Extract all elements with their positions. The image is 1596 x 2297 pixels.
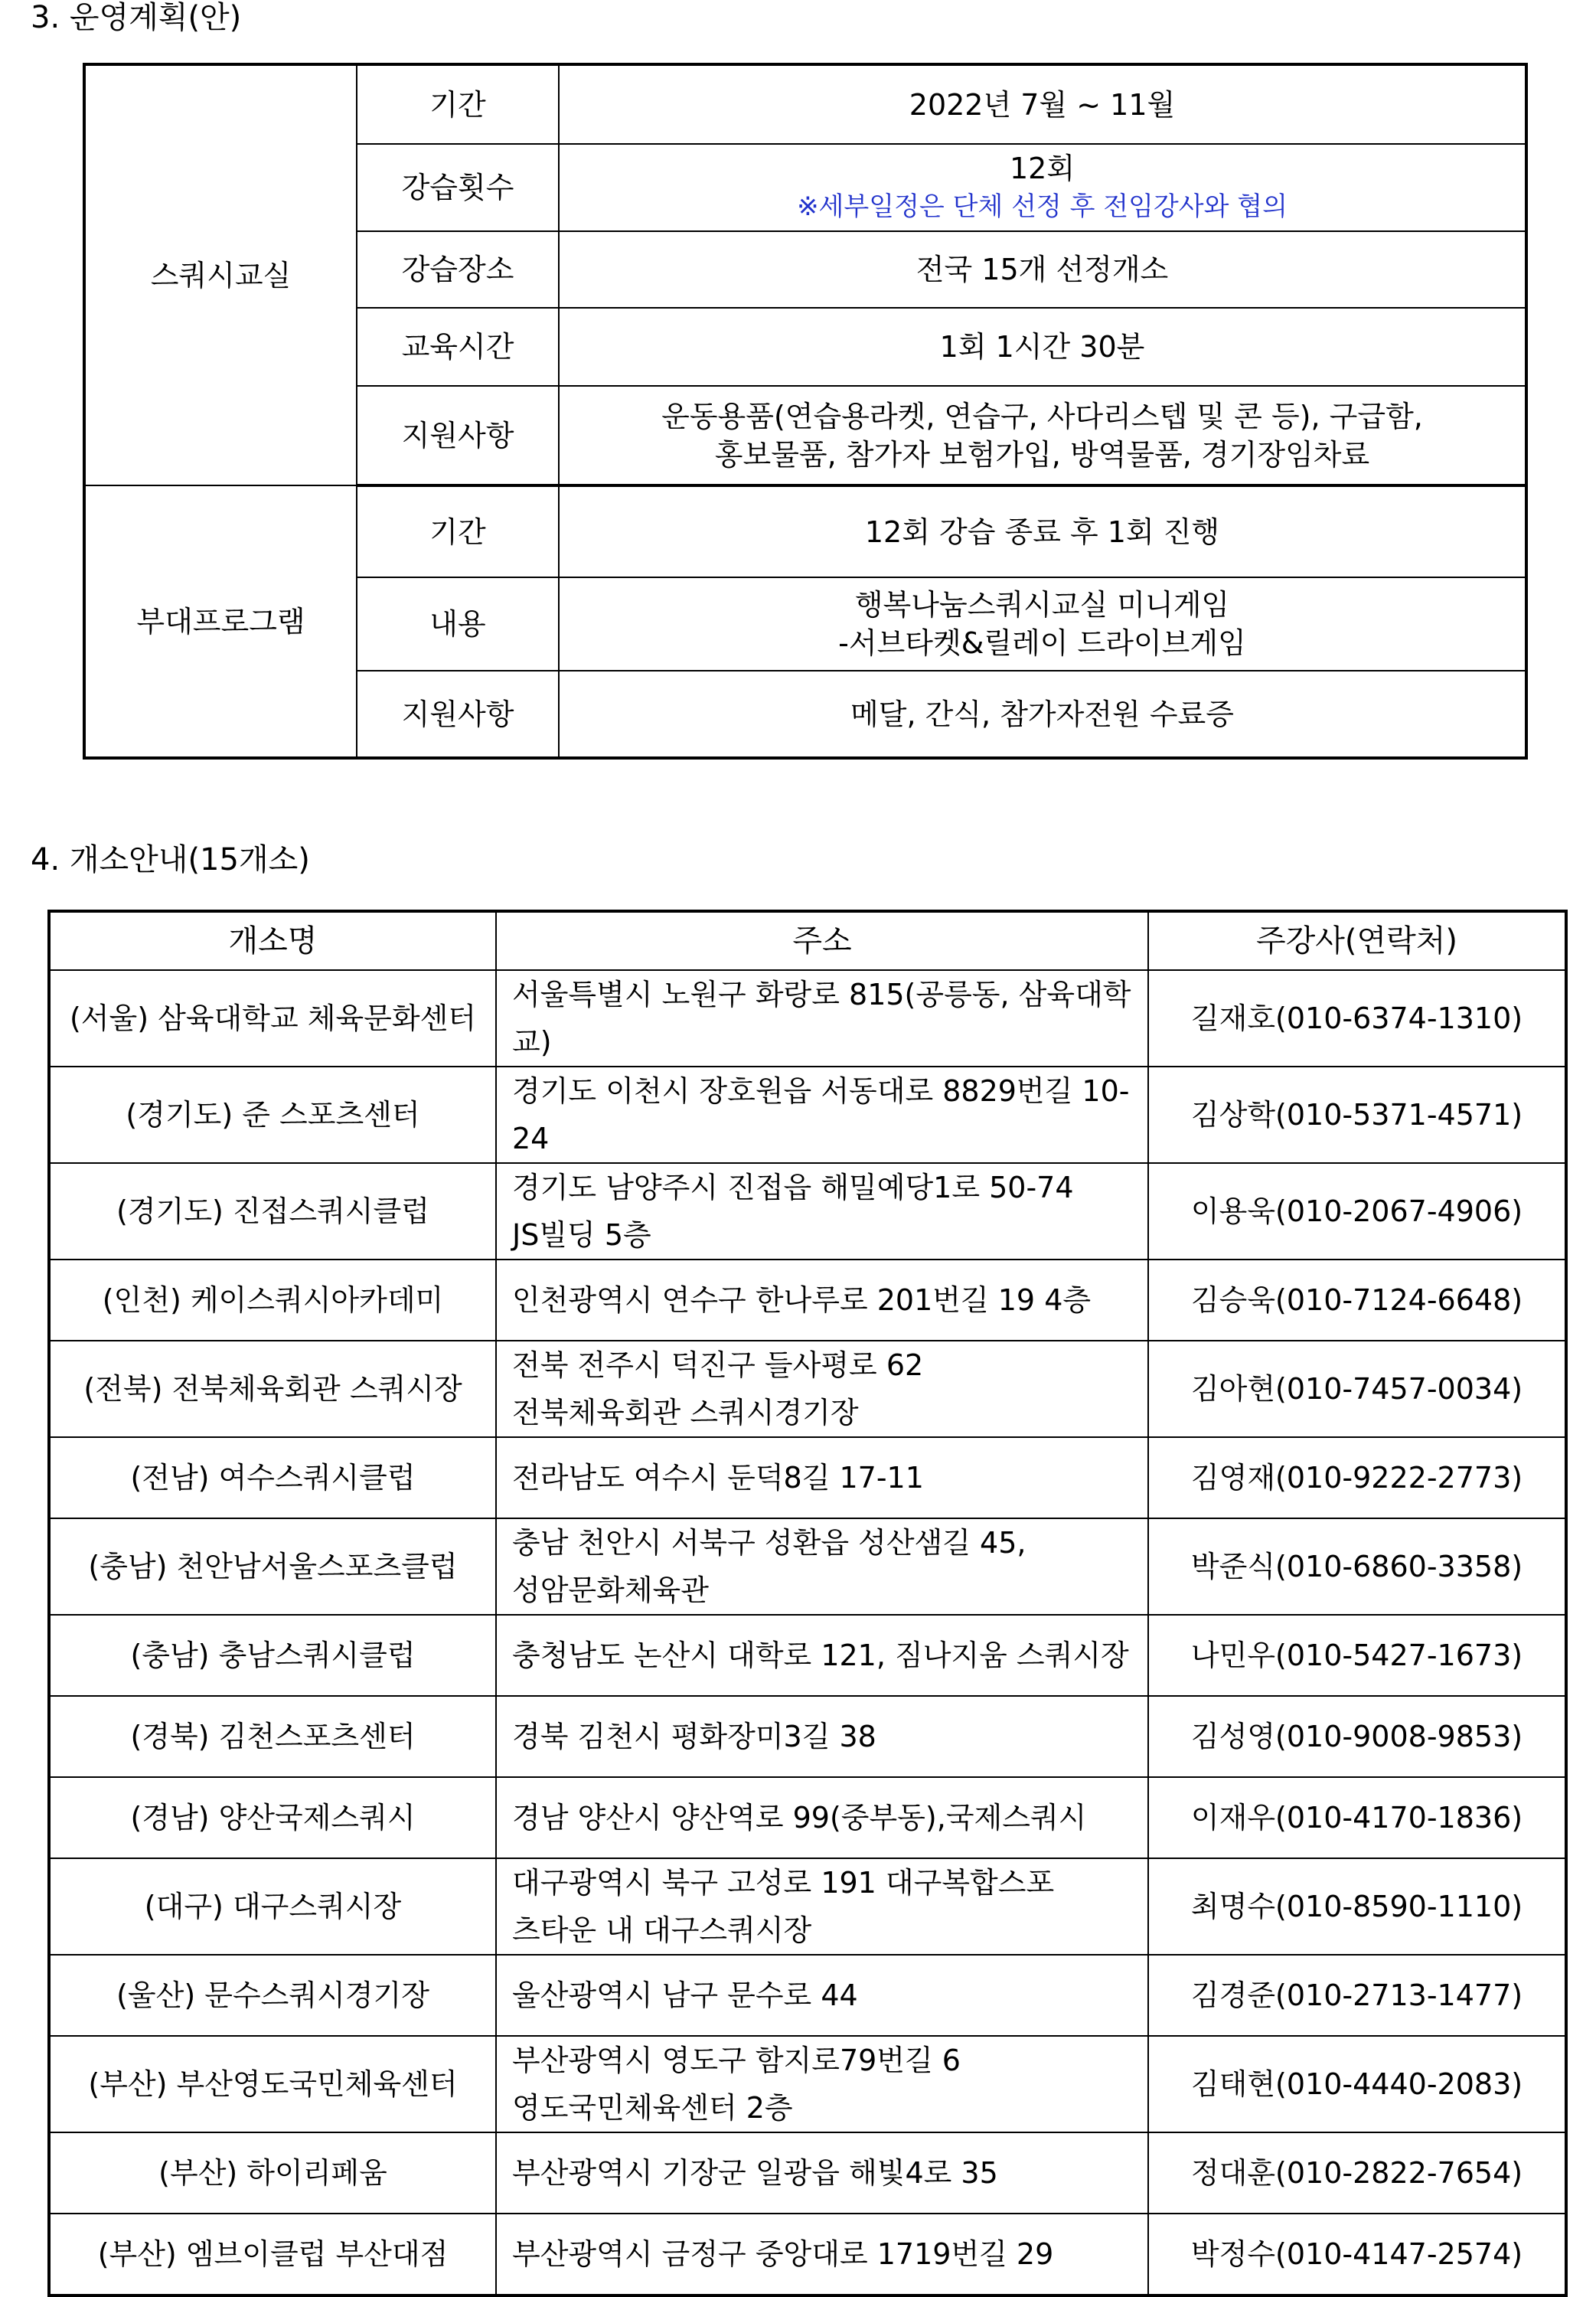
header-venue-name: 개소명 — [49, 911, 496, 970]
row-label: 내용 — [357, 577, 559, 671]
address-line1: 전라남도 여수시 둔덕8길 17-11 — [512, 1461, 924, 1495]
venue-address — [496, 1260, 1148, 1341]
address-line1: 경기도 남양주시 진접읍 해밀예당1로 50-74 — [512, 1171, 1074, 1204]
row-label: 강습횟수 — [357, 144, 559, 231]
table-row — [49, 1696, 1566, 1777]
row-value-line2: -서브타켓&릴레이 드라이브게임 — [838, 626, 1246, 660]
group-name-extra-program: 부대프로그램 — [84, 485, 357, 758]
row-value-cell — [559, 577, 1526, 671]
instructor-contact: 김경준(010-2713-1477) — [1148, 1955, 1566, 2036]
row-value-cell — [559, 144, 1526, 231]
instructor-contact: 최명수(010-8590-1110) — [1148, 1858, 1566, 1955]
venue-address — [496, 1437, 1148, 1518]
row-value: 12회 강습 종료 후 1회 진행 — [559, 485, 1526, 577]
instructor-contact: 박준식(010-6860-3358) — [1148, 1518, 1566, 1615]
row-value: 2022년 7월 ~ 11월 — [559, 64, 1526, 144]
venue-address — [496, 1341, 1148, 1437]
row-note: ※세부일정은 단체 선정 후 전임강사와 협의 — [797, 191, 1288, 222]
instructor-contact: 김상학(010-5371-4571) — [1148, 1067, 1566, 1163]
venue-address — [496, 2214, 1148, 2295]
instructor-contact: 김성영(010-9008-9853) — [1148, 1696, 1566, 1777]
venue-rows — [49, 970, 1566, 2295]
row-label: 지원사항 — [357, 386, 559, 485]
address-line2: 츠타운 내 대구스쿼시장 — [512, 1913, 812, 1947]
instructor-contact: 이재우(010-4170-1836) — [1148, 1777, 1566, 1858]
venue-name: (충남) 천안남서울스포츠클럽 — [49, 1518, 496, 1615]
venue-name: (인천) 케이스쿼시아카데미 — [49, 1260, 496, 1341]
address-line1: 경기도 이천시 장호원읍 서동대로 8829번길 10-24 — [512, 1074, 1130, 1155]
address-line2: 성암문화체육관 — [512, 1573, 709, 1607]
address-line1: 부산광역시 금정구 중앙대로 1719번길 29 — [512, 2237, 1054, 2271]
table-row — [49, 970, 1566, 1067]
venue-name: (경남) 양산국제스쿼시 — [49, 1777, 496, 1858]
venue-name: (서울) 삼육대학교 체육문화센터 — [49, 970, 496, 1067]
row-value-line2: 홍보물품, 참가자 보험가입, 방역물품, 경기장임차료 — [714, 437, 1370, 472]
address-line1: 울산광역시 남구 문수로 44 — [512, 1978, 858, 2012]
row-label: 기간 — [357, 64, 559, 144]
table-row — [49, 2214, 1566, 2295]
address-line1: 인천광역시 연수구 한나루로 201번길 19 4층 — [512, 1283, 1092, 1317]
table-row — [49, 1163, 1566, 1260]
instructor-contact: 김영재(010-9222-2773) — [1148, 1437, 1566, 1518]
address-line1: 부산광역시 영도구 함지로79번길 6 — [512, 2044, 961, 2077]
venue-name: (경북) 김천스포츠센터 — [49, 1696, 496, 1777]
venue-name: (경기도) 준 스포츠센터 — [49, 1067, 496, 1163]
address-line1: 전북 전주시 덕진구 들사평로 62 — [512, 1348, 924, 1382]
row-value: 1회 1시간 30분 — [559, 308, 1526, 386]
venue-name: (경기도) 진접스쿼시클럽 — [49, 1163, 496, 1260]
venue-address — [496, 1615, 1148, 1696]
instructor-contact: 정대훈(010-2822-7654) — [1148, 2132, 1566, 2214]
venue-name: (부산) 부산영도국민체육센터 — [49, 2036, 496, 2132]
instructor-contact: 김승욱(010-7124-6648) — [1148, 1260, 1566, 1341]
venue-address — [496, 1518, 1148, 1615]
instructor-contact: 길재호(010-6374-1310) — [1148, 970, 1566, 1067]
address-line1: 서울특별시 노원구 화랑로 815(공릉동, 삼육대학교) — [512, 978, 1131, 1059]
venue-address — [496, 1777, 1148, 1858]
row-label: 지원사항 — [357, 671, 559, 758]
address-line1: 부산광역시 기장군 일광읍 해빛4로 35 — [512, 2156, 998, 2190]
venue-name: (대구) 대구스쿼시장 — [49, 1858, 496, 1955]
table-row — [49, 1437, 1566, 1518]
table-row — [49, 2132, 1566, 2214]
row-value-line1: 운동용품(연습용라켓, 연습구, 사다리스텝 및 콘 등), 구급함, — [661, 399, 1423, 433]
venue-address — [496, 1955, 1148, 2036]
instructor-contact: 김태현(010-4440-2083) — [1148, 2036, 1566, 2132]
row-label: 기간 — [357, 485, 559, 577]
address-line1: 충청남도 논산시 대학로 121, 짐나지움 스쿼시장 — [512, 1639, 1129, 1672]
table-row — [49, 1777, 1566, 1858]
address-line2: 전북체육회관 스쿼시경기장 — [512, 1396, 859, 1429]
table-row — [49, 1341, 1566, 1437]
venue-table — [47, 910, 1568, 2297]
venue-address — [496, 1067, 1148, 1163]
instructor-contact: 나민우(010-5427-1673) — [1148, 1615, 1566, 1696]
venue-address — [496, 970, 1148, 1067]
table-row — [49, 1615, 1566, 1696]
row-label: 교육시간 — [357, 308, 559, 386]
instructor-contact: 김아현(010-7457-0034) — [1148, 1341, 1566, 1437]
venue-name: (부산) 하이리페움 — [49, 2132, 496, 2214]
venue-address — [496, 1163, 1148, 1260]
table-row — [49, 1955, 1566, 2036]
venue-name: (전남) 여수스쿼시클럽 — [49, 1437, 496, 1518]
row-label: 강습장소 — [357, 231, 559, 308]
row-value: 12회 — [1009, 152, 1075, 185]
venue-address — [496, 2132, 1148, 2214]
header-address: 주소 — [496, 911, 1148, 970]
row-value: 메달, 간식, 참가자전원 수료증 — [559, 671, 1526, 758]
address-line1: 경남 양산시 양산역로 99(중부동),국제스쿼시 — [512, 1801, 1087, 1835]
venue-address — [496, 1858, 1148, 1955]
address-line1: 충남 천안시 서북구 성환읍 성산샘길 45, — [512, 1526, 1026, 1560]
table-row — [49, 1518, 1566, 1615]
address-line2: JS빌딩 5층 — [512, 1218, 651, 1252]
table-row — [49, 1067, 1566, 1163]
group-name-squash-class: 스쿼시교실 — [84, 64, 357, 485]
address-line1: 대구광역시 북구 고성로 191 대구복합스포 — [512, 1866, 1055, 1900]
table-row — [49, 1858, 1566, 1955]
venue-name: (부산) 엠브이클럽 부산대점 — [49, 2214, 496, 2295]
operation-plan-table — [83, 63, 1528, 760]
row-value: 전국 15개 선정개소 — [559, 231, 1526, 308]
venue-name: (울산) 문수스쿼시경기장 — [49, 1955, 496, 2036]
section4-heading: 4. 개소안내(15개소) — [31, 842, 310, 877]
venue-name: (충남) 충남스쿼시클럽 — [49, 1615, 496, 1696]
address-line1: 경북 김천시 평화장미3길 38 — [512, 1720, 876, 1753]
venue-name: (전북) 전북체육회관 스쿼시장 — [49, 1341, 496, 1437]
row-value-cell — [559, 386, 1526, 485]
table-row — [49, 1260, 1566, 1341]
header-instructor: 주강사(연락처) — [1148, 911, 1566, 970]
venue-address — [496, 1696, 1148, 1777]
section3-heading: 3. 운영계획(안) — [31, 0, 242, 35]
venue-address — [496, 2036, 1148, 2132]
address-line2: 영도국민체육센터 2층 — [512, 2091, 793, 2125]
instructor-contact: 박정수(010-4147-2574) — [1148, 2214, 1566, 2295]
row-value-line1: 행복나눔스쿼시교실 미니게임 — [854, 588, 1230, 622]
table-row — [49, 2036, 1566, 2132]
instructor-contact: 이용욱(010-2067-4906) — [1148, 1163, 1566, 1260]
